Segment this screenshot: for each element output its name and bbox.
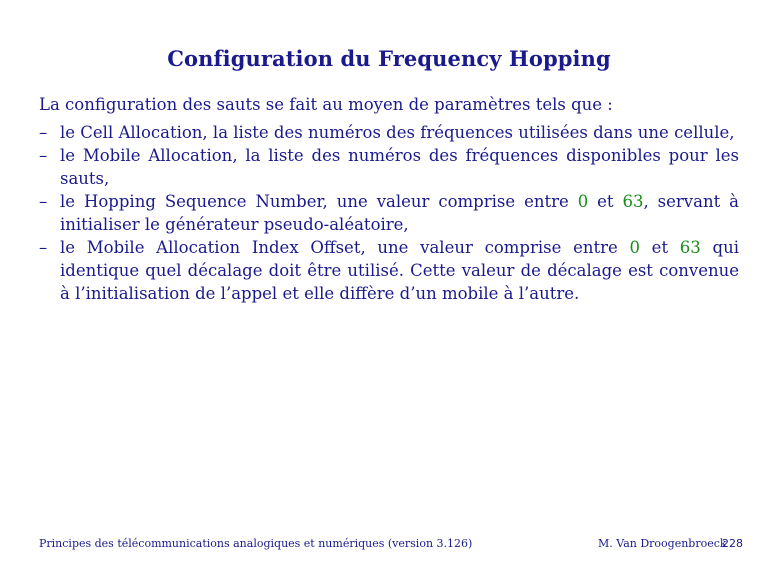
bullet-list (39, 121, 739, 305)
intro-text: La configuration des sauts se fait au moyen de paramètres tels que : (39, 95, 613, 114)
bullet-dash: – (39, 146, 48, 165)
bullet-text-between: et (639, 238, 680, 257)
footer-author: M. Van Droogenbroeck (598, 537, 727, 550)
footer-course-title: Principes des télécommunications analogiques et numériques (version 3.126) (39, 537, 473, 550)
bullet-text-after: qui identique quel décalage doit être utilisé. Cette valeur de décalage est convenue à l’initialisation de l’appel et elle diffère d’un mobile à l’autre. (60, 238, 739, 303)
value-max: 63 (679, 238, 701, 257)
bullet-text-between: et (588, 192, 623, 211)
page-number: 228 (722, 537, 743, 550)
bullet-text: le Cell Allocation, la liste des numéros des fréquences utilisées dans une cellule, (60, 123, 735, 142)
bullet-text: le Mobile Allocation, la liste des numéros des fréquences disponibles pour les sauts, (60, 146, 739, 188)
bullet-text-before: le Hopping Sequence Number, une valeur comprise entre (60, 192, 578, 211)
bullet-mobile-allocation-index-offset (39, 236, 739, 305)
value-max: 63 (622, 192, 644, 211)
bullet-text-before: le Mobile Allocation Index Offset, une valeur comprise entre (60, 238, 630, 257)
value-min: 0 (629, 238, 640, 257)
bullet-cell-allocation (39, 121, 739, 144)
bullet-hopping-sequence-number (39, 190, 739, 236)
bullet-mobile-allocation (39, 144, 739, 190)
bullet-dash: – (39, 238, 48, 257)
slide-title: Configuration du Frequency Hopping (167, 46, 611, 71)
bullet-text-after: , servant à initialiser le générateur pseudo-aléatoire, (60, 192, 739, 234)
value-min: 0 (577, 192, 589, 211)
bullet-dash: – (39, 192, 48, 211)
bullet-dash: – (39, 123, 48, 142)
